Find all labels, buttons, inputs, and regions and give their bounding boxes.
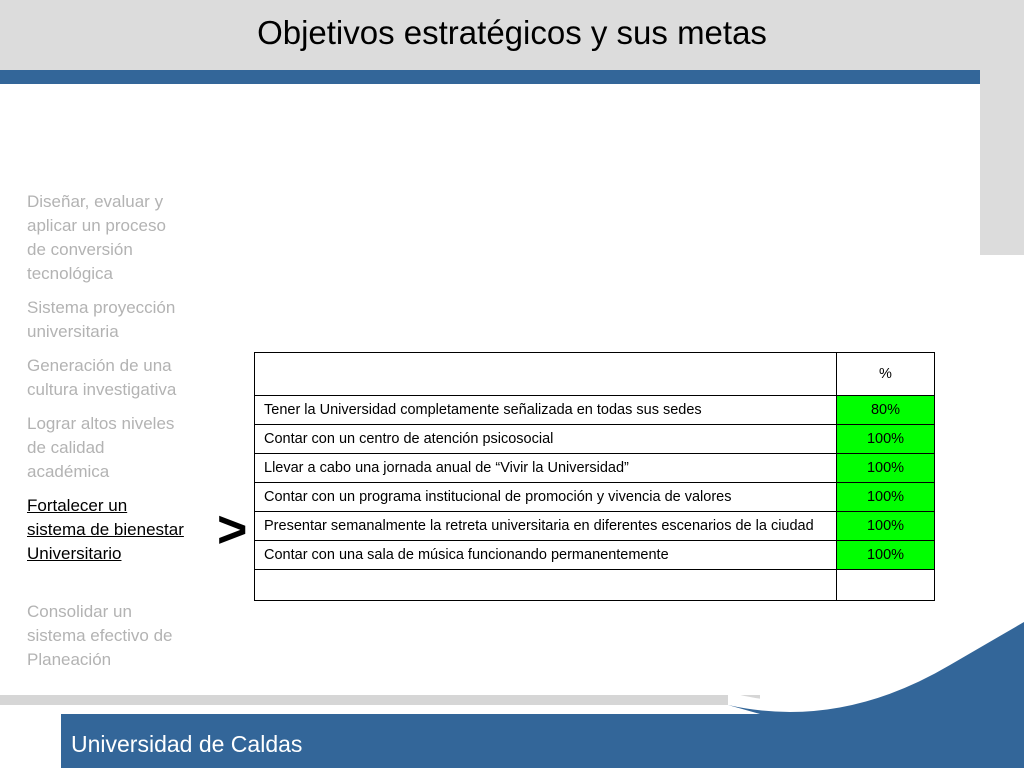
goal-cell: Contar con un programa institucional de promoción y vivencia de valores xyxy=(255,483,837,512)
table-empty-row xyxy=(255,570,935,601)
nav-item-bienestar-universitario[interactable]: Fortalecer un sistema de bienestar Universitario xyxy=(27,496,184,563)
goal-cell: Contar con una sala de música funcionando permanentemente xyxy=(255,541,837,570)
percent-cell: 80% xyxy=(837,396,935,425)
table-header-row xyxy=(255,353,935,396)
table-row xyxy=(255,512,935,541)
percent-cell: 100% xyxy=(837,512,935,541)
goal-cell: Llevar a cabo una jornada anual de “Vivir la Universidad” xyxy=(255,454,837,483)
percent-cell: 100% xyxy=(837,541,935,570)
table-row xyxy=(255,425,935,454)
goal-cell: Contar con un centro de atención psicosocial xyxy=(255,425,837,454)
active-item-marker: > xyxy=(217,501,248,559)
footer-university-name: Universidad de Caldas xyxy=(71,731,303,757)
table-row xyxy=(255,483,935,512)
nav-item-proyeccion-universitaria[interactable]: Sistema proyección universitaria xyxy=(27,298,176,341)
goals-table xyxy=(254,352,935,601)
table-row xyxy=(255,396,935,425)
slide-title: Objetivos estratégicos y sus metas xyxy=(257,14,767,51)
percent-cell: 100% xyxy=(837,425,935,454)
nav-item-conversion-tecnologica[interactable]: Diseñar, evaluar y aplicar un proceso de conversión tecnológica xyxy=(27,192,166,283)
goal-cell: Tener la Universidad completamente señalizada en todas sus sedes xyxy=(255,396,837,425)
table-row xyxy=(255,454,935,483)
percent-cell: 100% xyxy=(837,483,935,512)
header-goal-cell xyxy=(255,353,837,396)
empty-percent-cell xyxy=(837,570,935,601)
nav-item-cultura-investigativa[interactable]: Generación de una cultura investigativa xyxy=(27,356,177,399)
goal-cell: Presentar semanalmente la retreta universitaria en diferentes escenarios de la ciudad xyxy=(255,512,837,541)
table-row xyxy=(255,541,935,570)
nav-item-calidad-academica[interactable]: Lograr altos niveles de calidad académica xyxy=(27,414,175,481)
nav-item-planeacion[interactable]: Consolidar un sistema efectivo de Planeación xyxy=(27,602,173,669)
empty-goal-cell xyxy=(255,570,837,601)
percent-cell: 100% xyxy=(837,454,935,483)
objectives-nav xyxy=(27,190,217,682)
header-percent-cell: % xyxy=(837,353,935,396)
